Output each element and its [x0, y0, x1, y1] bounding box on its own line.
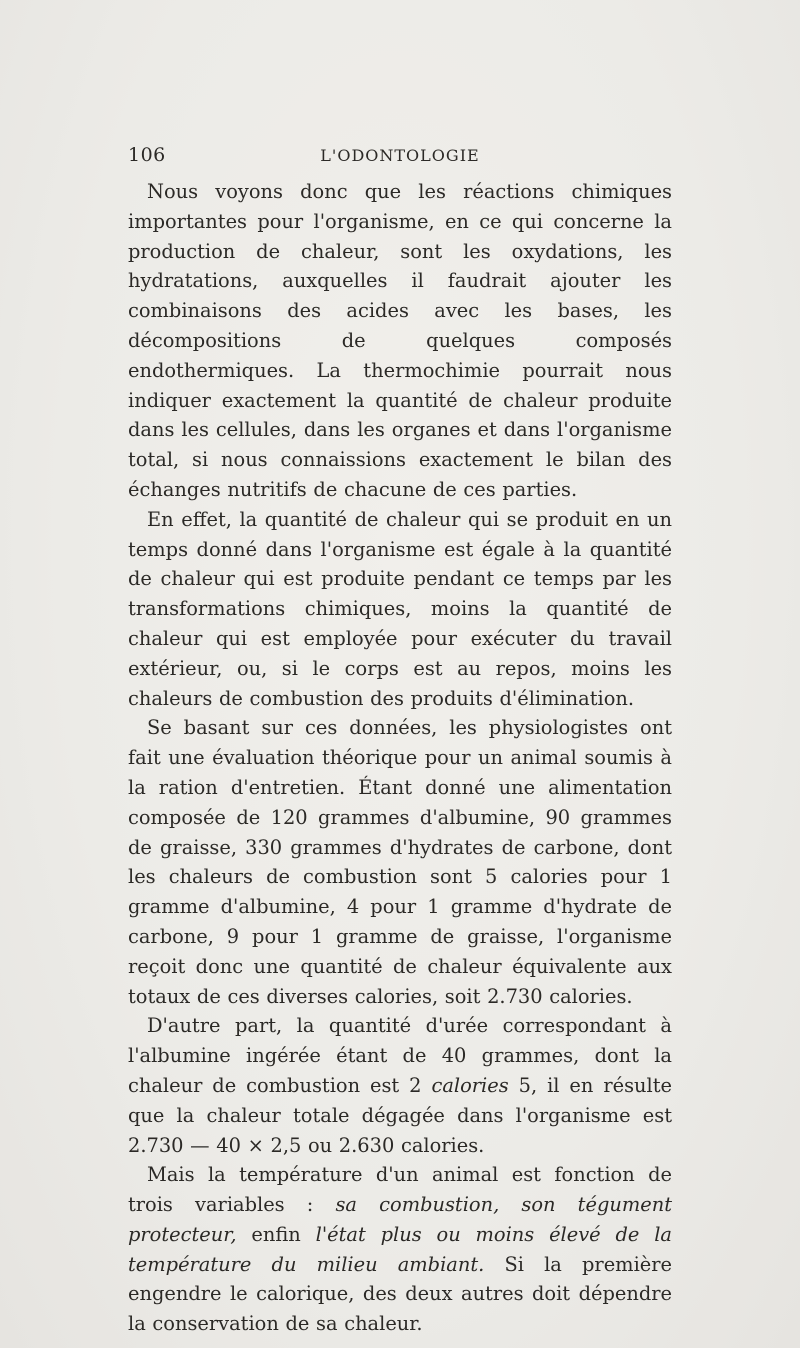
paragraph-3: Se basant sur ces données, les physiologistes ont fait une évaluation théorique pour un animal soumis à la ration d'entretien. Étant donné une alimentation composée de 120 grammes d'albumine, 90 grammes de graisse, 330 grammes d'hydrates de carbone, dont les chaleurs de combustion sont 5 calories pour 1 gramme d'albumine, 4 pour 1 gramme d'hydrate de carbone, 9 pour 1 gramme de graisse, l'organisme reçoit donc une quantité de chaleur équivalente aux totaux de ces diverses calories, soit 2.730 calories. [128, 716, 672, 1008]
paragraph-5 [128, 1160, 672, 1339]
paragraph-5-text-b: enfin [236, 1222, 316, 1246]
paragraph-4 [128, 1011, 672, 1160]
paragraph-5-italic-2: l'état plus ou moins élevé de la température du milieu ambiant. [128, 1222, 672, 1276]
paragraph-5-text-c: Si la première engendre le calorique, des deux autres doit dépendre la conservation de sa chaleur. [128, 1252, 672, 1336]
paragraph-2: En effet, la quantité de chaleur qui se produit en un temps donné dans l'organisme est égale à la quantité de chaleur qui est produite pendant ce temps par les transformations chimiques, moins la quantité de chaleur qui est employée pour exécuter du travail extérieur, ou, si le corps est au repos, moins les chaleurs de combustion des produits d'élimination. [128, 507, 672, 710]
paragraph-4-text-b: 5, il en résulte que la chaleur totale dégagée dans l'organisme est 2.730 — 40 × 2,5 ou 2.630 calories. [128, 1073, 672, 1157]
paragraph-1: Nous voyons donc que les réactions chimiques importantes pour l'organisme, en ce qui concerne la production de chaleur, sont les oxydations, les hydratations, auxquelles il faudrait ajouter les combinaisons des acides avec les bases, les décompositions de quelques composés endothermiques. La thermochimie pourrait nous indiquer exactement la quantité de chaleur produite dans les cellules, dans les organes et dans l'organisme total, si nous connaissions exactement le bilan des échanges nutritifs de chacune de ces parties. [128, 180, 672, 501]
page-header [128, 140, 672, 170]
running-title: L'ODONTOLOGIE [320, 146, 480, 165]
paragraph-5-text-a: Mais la température d'un animal est fonction de trois variables : [128, 1163, 672, 1217]
paragraph-4-text-a: D'autre part, la quantité d'urée correspondant à l'albumine ingérée étant de 40 grammes, dont la chaleur de combustion est 2 [128, 1014, 672, 1097]
paragraph-4-italic: calories [431, 1073, 509, 1097]
page-number: 106 [128, 144, 166, 166]
paragraph-5-italic-1: sa combustion, son tégument protecteur, [128, 1193, 672, 1246]
body-text [128, 177, 672, 1339]
